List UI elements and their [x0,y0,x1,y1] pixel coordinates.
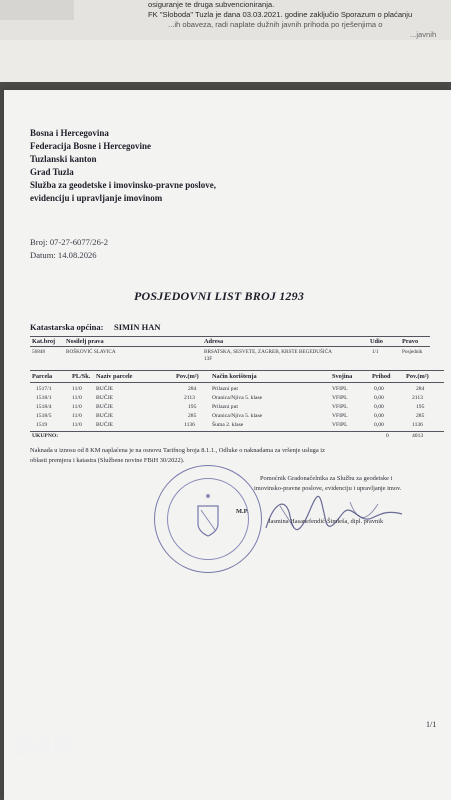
parcel-name: BUČJE [96,395,114,401]
parcel-ownership: VFIPL [332,386,348,392]
parcel-area: 284 [188,386,197,392]
parcel-plsk: 11/0 [72,404,82,410]
parcel-area-total: 195 [416,404,425,410]
parcel-ownership: VFIPL [332,395,348,401]
total-income: 0 [386,433,389,439]
parcel-area: 1136 [184,422,195,428]
parcel-area-total: 284 [416,386,425,392]
owner-header-adresa: Adresa [204,338,224,345]
parcel-table-header-rule [30,382,444,383]
parcel-header-nacin: Način korištenja [212,373,257,380]
official-seal [154,465,262,573]
parcel-area: 195 [188,404,197,410]
owner-header-katbroj: Kat.broj [32,338,56,345]
parcel-header-naziv: Naziv parcele [96,373,133,380]
document-number: Broj: 07-27-6077/26-2 [30,237,109,247]
parcel-number: 1518/5 [36,413,52,419]
parcel-plsk: 11/0 [72,386,82,392]
parcel-area: 285 [188,413,197,419]
authority-line-service-2: evidenciju i upravljanje imovinom [30,193,163,203]
owner-table-header-rule [30,346,430,347]
parcel-usage: Oranica/Njiva 5. klase [212,395,263,401]
cadastral-municipality-value: SIMIN HAN [114,322,161,332]
parcel-table-top-rule [30,370,444,371]
parcel-name: BUČJE [96,404,114,410]
background-document [0,0,451,82]
parcel-number: 1519 [36,422,48,428]
parcel-header-parcela: Parcela [32,373,53,380]
authority-line-service: Služba za geodetske i imovinsko-pravne poslove, [30,180,217,190]
owner-share: 1/1 [372,349,379,355]
page-number: 1/1 [426,720,437,729]
document-date: Datum: 14.08.2026 [30,250,97,260]
signatory-name: Jasmina Hasanefendić-Šimleša, dipl. pravnik [268,518,384,525]
authority-line-country: Bosna i Hercegovina [30,128,109,138]
seal-emblem-icon [155,466,261,572]
parcel-header-povrsina: Pov.(m²) [176,373,199,380]
document-title: POSJEDOVNI LIST BROJ 1293 [134,289,305,303]
owner-right: Posjednik [402,349,423,355]
parcel-area-total: 1136 [412,422,423,428]
parcel-income: 0,00 [374,404,384,410]
parcel-header-povrsina-2: Pov.(m²) [406,373,429,380]
handwritten-signature [260,488,410,540]
parcel-plsk: 11/0 [72,413,82,419]
parcel-income: 0,00 [374,422,384,428]
parcel-header-prihod: Prihod [372,373,391,380]
parcel-ownership: VFIPL [332,413,348,419]
parcel-header-svojina: Svojina [332,373,353,380]
background-doc-lower [0,40,451,82]
authority-line-federation: Federacija Bosne i Hercegovine [30,141,152,151]
background-text-line2: FK "Sloboda" Tuzla je dana 03.03.2021. godine zaključio Sporazum o plaćanju [148,10,413,19]
parcel-income: 0,00 [374,386,384,392]
owner-address: BRSATSKA, SESVETE, ZAGREB, KRSTE BEGEDUŠIĆA 13F [204,349,332,362]
parcel-income: 0,00 [374,395,384,401]
parcel-usage: Prilazni put [212,404,238,410]
total-area: 4013 [412,433,424,439]
owner-name: BOŠKOVIĆ SLAVICA [66,349,116,355]
authority-line-city: Grad Tuzla [30,167,74,177]
parcel-area-total: 2113 [412,395,423,401]
background-text-line1: osiguranje te druga subvencioniranja. [148,0,275,9]
parcel-name: BUČJE [96,386,114,392]
parcel-header-plsk: PL/Sk. [72,373,91,380]
fee-note-line1: Naknada u iznosu od 8 KM naplaćena je na osnovu Tarifnog broja 8.1.1., Odluke o naknadama za vršenje usluga iz [30,447,325,454]
parcel-area-total: 285 [416,413,425,419]
parcel-usage: Oranica/Njiva 5. klase [212,413,263,419]
cadastral-municipality-label: Katastarska općina: [30,322,104,332]
owner-header-udio: Udio [370,338,383,345]
parcel-income: 0,00 [374,413,384,419]
fee-note-line2: oblasti premjera i katastra (Službene novine FBiH 30/2022). [30,457,185,464]
owner-header-pravo: Pravo [402,338,419,345]
background-doc-margin [0,0,74,20]
authority-line-canton: Tuzlanski kanton [30,154,97,164]
parcel-usage: Prilazni put [212,386,238,392]
parcel-table-total-rule [30,431,444,432]
parcel-name: BUČJE [96,422,114,428]
parcel-plsk: 11/0 [72,422,82,428]
parcel-number: 1517/1 [36,386,52,392]
parcel-plsk: 11/0 [72,395,82,401]
total-label: UKUPNO: [32,433,59,439]
posjedovni-list-page [4,90,451,800]
parcel-ownership: VFIPL [332,404,348,410]
signatory-title-line2: imovinsko-pravne poslove, evidenciju i upravljanje imov. [254,485,402,492]
parcel-ownership: VFIPL [332,422,348,428]
owner-table-top-rule [30,336,430,337]
parcel-usage: Šuma 2. klase [212,422,244,428]
owner-header-nosilac: Nosilelj prava [66,338,104,345]
parcel-name: BUČJE [96,413,114,419]
background-text-line3: ...ih obaveza, radi naplate dužnih javnih prihoda po rješenjima o [168,20,383,29]
pik-logo [14,736,92,758]
parcel-number: 1518/4 [36,404,52,410]
seal-place-mp: M.P. [236,508,249,515]
signatory-title-line1: Pomoćnik Gradonačelnika za Službu za geodetske i [260,475,393,482]
owner-katbroj: 56848 [32,349,45,355]
background-text-line4: ...javnih [410,30,437,39]
parcel-area: 2113 [184,395,195,401]
parcel-number: 1518/1 [36,395,52,401]
